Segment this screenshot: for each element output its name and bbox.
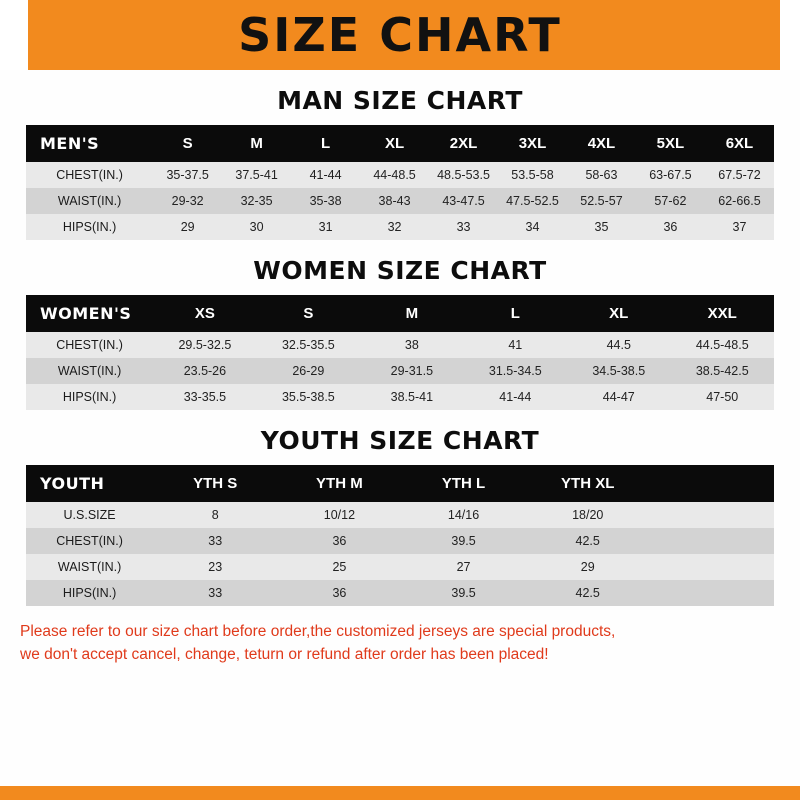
youth-header-m: YTH M: [277, 465, 401, 502]
women-header-xl: XL: [567, 295, 670, 332]
cell: 67.5-72: [705, 162, 774, 188]
cell: 39.5: [401, 580, 525, 606]
cell: 29: [526, 554, 650, 580]
cell: 34: [498, 214, 567, 240]
cell: 30: [222, 214, 291, 240]
disclaimer-note: [20, 620, 780, 667]
cell: 36: [636, 214, 705, 240]
men-header-4xl: 4XL: [567, 125, 636, 162]
cell: [650, 528, 774, 554]
cell: 42.5: [526, 580, 650, 606]
men-size-table: [26, 125, 774, 240]
disclaimer-line-1: Please refer to our size chart before order,the customized jerseys are special products,: [20, 623, 616, 640]
table-row: [26, 188, 774, 214]
row-label: CHEST(IN.): [26, 332, 153, 358]
cell: 32.5-35.5: [257, 332, 360, 358]
cell: 37: [705, 214, 774, 240]
cell: 52.5-57: [567, 188, 636, 214]
cell: 29-31.5: [360, 358, 463, 384]
cell: 25: [277, 554, 401, 580]
cell: 38.5-41: [360, 384, 463, 410]
women-header-l: L: [464, 295, 567, 332]
cell: 38-43: [360, 188, 429, 214]
cell: 14/16: [401, 502, 525, 528]
women-header-xxl: XXL: [671, 295, 775, 332]
section-title-youth: YOUTH SIZE CHART: [260, 426, 540, 455]
youth-header-s: YTH S: [153, 465, 277, 502]
cell: 23: [153, 554, 277, 580]
women-header-m: M: [360, 295, 463, 332]
cell: 33-35.5: [153, 384, 256, 410]
table-row: [26, 528, 774, 554]
table-row: [26, 384, 774, 410]
men-header-m: M: [222, 125, 291, 162]
row-label: CHEST(IN.): [26, 162, 153, 188]
section-title-women: WOMEN SIZE CHART: [253, 256, 547, 285]
row-label: HIPS(IN.): [26, 384, 153, 410]
men-header-xl: XL: [360, 125, 429, 162]
section-women: [0, 256, 800, 410]
cell: 43-47.5: [429, 188, 498, 214]
men-header-6xl: 6XL: [705, 125, 774, 162]
cell: 36: [277, 528, 401, 554]
cell: 8: [153, 502, 277, 528]
cell: 29-32: [153, 188, 222, 214]
section-youth: [0, 426, 800, 606]
youth-size-table: [26, 465, 774, 606]
men-header-label: MEN'S: [26, 125, 153, 162]
cell: 18/20: [526, 502, 650, 528]
cell: [650, 580, 774, 606]
women-header-s: S: [257, 295, 360, 332]
cell: 38.5-42.5: [671, 358, 775, 384]
header-banner: [0, 0, 800, 70]
page-title: SIZE CHART: [238, 8, 562, 62]
cell: 41: [464, 332, 567, 358]
cell: 44-48.5: [360, 162, 429, 188]
cell: 27: [401, 554, 525, 580]
cell: 48.5-53.5: [429, 162, 498, 188]
banner-right-gap: [780, 0, 800, 70]
row-label: HIPS(IN.): [26, 214, 153, 240]
cell: 33: [153, 580, 277, 606]
table-row: [26, 358, 774, 384]
cell: 41-44: [291, 162, 360, 188]
row-label: U.S.SIZE: [26, 502, 153, 528]
women-size-table: [26, 295, 774, 410]
men-header-3xl: 3XL: [498, 125, 567, 162]
cell: 34.5-38.5: [567, 358, 670, 384]
cell: 63-67.5: [636, 162, 705, 188]
men-header-s: S: [153, 125, 222, 162]
cell: 35-38: [291, 188, 360, 214]
cell: 32: [360, 214, 429, 240]
cell: 62-66.5: [705, 188, 774, 214]
cell: 42.5: [526, 528, 650, 554]
cell: 35.5-38.5: [257, 384, 360, 410]
row-label: WAIST(IN.): [26, 554, 153, 580]
table-row: [26, 332, 774, 358]
cell: 39.5: [401, 528, 525, 554]
cell: 33: [429, 214, 498, 240]
disclaimer-line-2: we don't accept cancel, change, teturn or refund after order has been placed!: [20, 646, 549, 664]
cell: 29: [153, 214, 222, 240]
cell: 33: [153, 528, 277, 554]
cell: 44.5-48.5: [671, 332, 775, 358]
table-row: [26, 214, 774, 240]
table-row: [26, 554, 774, 580]
cell: [650, 554, 774, 580]
section-title-men: MAN SIZE CHART: [277, 86, 523, 115]
youth-header-xl: YTH XL: [526, 465, 650, 502]
table-row: [26, 502, 774, 528]
row-label: WAIST(IN.): [26, 358, 153, 384]
cell: 57-62: [636, 188, 705, 214]
cell: 44-47: [567, 384, 670, 410]
bottom-accent-bar: [0, 786, 800, 800]
banner-left-gap: [0, 0, 28, 70]
men-header-l: L: [291, 125, 360, 162]
cell: 35: [567, 214, 636, 240]
table-header-row: [26, 295, 774, 332]
row-label: WAIST(IN.): [26, 188, 153, 214]
table-row: [26, 162, 774, 188]
row-label: CHEST(IN.): [26, 528, 153, 554]
cell: 31.5-34.5: [464, 358, 567, 384]
cell: 26-29: [257, 358, 360, 384]
cell: 29.5-32.5: [153, 332, 256, 358]
cell: 36: [277, 580, 401, 606]
table-row: [26, 580, 774, 606]
women-header-label: WOMEN'S: [26, 295, 153, 332]
cell: 44.5: [567, 332, 670, 358]
cell: 10/12: [277, 502, 401, 528]
cell: 41-44: [464, 384, 567, 410]
cell: 53.5-58: [498, 162, 567, 188]
youth-header-spacer: [650, 465, 774, 502]
men-header-5xl: 5XL: [636, 125, 705, 162]
section-men: [0, 86, 800, 240]
youth-header-label: YOUTH: [26, 465, 153, 502]
cell: 47-50: [671, 384, 775, 410]
cell: 58-63: [567, 162, 636, 188]
cell: [650, 502, 774, 528]
cell: 23.5-26: [153, 358, 256, 384]
men-header-2xl: 2XL: [429, 125, 498, 162]
women-header-xs: XS: [153, 295, 256, 332]
cell: 47.5-52.5: [498, 188, 567, 214]
cell: 32-35: [222, 188, 291, 214]
table-header-row: [26, 125, 774, 162]
table-header-row: [26, 465, 774, 502]
youth-header-l: YTH L: [401, 465, 525, 502]
cell: 31: [291, 214, 360, 240]
row-label: HIPS(IN.): [26, 580, 153, 606]
cell: 37.5-41: [222, 162, 291, 188]
cell: 35-37.5: [153, 162, 222, 188]
cell: 38: [360, 332, 463, 358]
